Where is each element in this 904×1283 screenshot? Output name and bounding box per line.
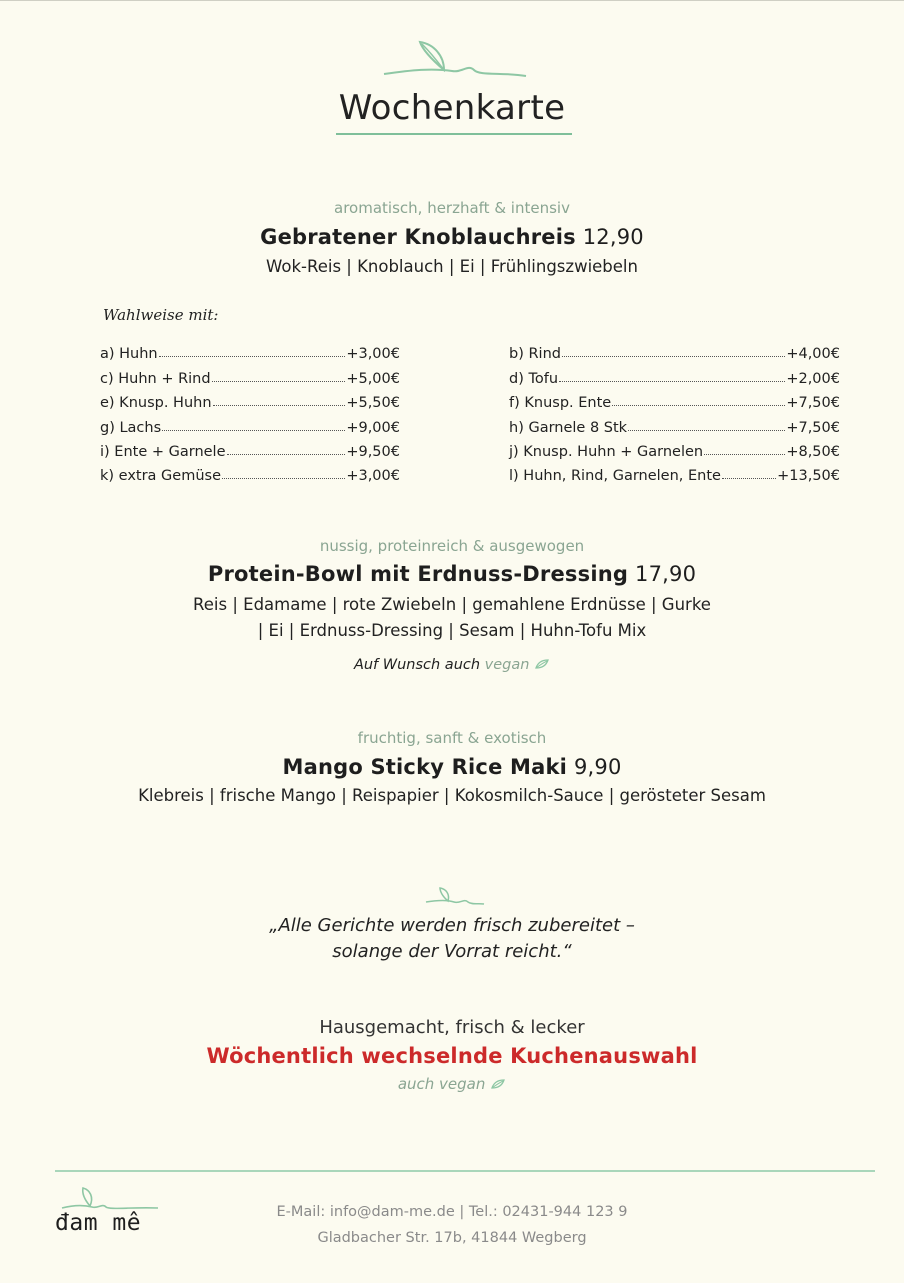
option-label: b) Rind xyxy=(509,346,561,363)
option-row xyxy=(509,411,840,435)
option-label: k) extra Gemüse xyxy=(100,468,221,485)
option-price: +3,00€ xyxy=(346,346,400,363)
leader-dots xyxy=(628,430,785,431)
quote xyxy=(0,913,904,965)
option-label: g) Lachs xyxy=(100,419,162,436)
option-label: i) Ente + Garnele xyxy=(100,443,226,460)
leader-dots xyxy=(162,430,345,431)
leader-dots xyxy=(722,478,776,479)
options-right-column xyxy=(509,338,840,484)
brand-logo: đam mê xyxy=(55,1210,142,1236)
dish3-title xyxy=(0,755,904,779)
dish2-tagline: nussig, proteinreich & ausgewogen xyxy=(319,537,585,555)
leader-dots xyxy=(213,405,346,406)
cake-vegan-text: auch vegan xyxy=(397,1075,486,1093)
option-price: +5,50€ xyxy=(346,395,400,412)
option-label: d) Tofu xyxy=(509,370,559,387)
option-price: +2,00€ xyxy=(786,370,840,387)
dish1-tagline: aromatisch, herzhaft & intensiv xyxy=(334,199,570,217)
option-row xyxy=(100,338,400,362)
option-row xyxy=(509,387,840,411)
cake-headline: Wöchentlich wechselnde Kuchenauswahl xyxy=(206,1044,698,1068)
dish1-name: Gebratener Knoblauchreis xyxy=(260,225,576,249)
option-price: +4,00€ xyxy=(786,346,840,363)
option-row xyxy=(100,436,400,460)
dish1-title xyxy=(0,225,904,249)
dish3-price: 9,90 xyxy=(573,755,622,779)
option-row xyxy=(100,387,400,411)
quote-line1: „Alle Gerichte werden frisch zubereitet – xyxy=(269,915,635,936)
divider-leaf-icon xyxy=(424,886,486,908)
contact-line2: Gladbacher Str. 17b, 41844 Wegberg xyxy=(317,1230,587,1246)
cake-intro: Hausgemacht, frisch & lecker xyxy=(319,1017,585,1038)
title-underline xyxy=(336,133,572,135)
option-price: +5,00€ xyxy=(346,370,400,387)
option-row xyxy=(509,362,840,386)
option-row xyxy=(509,460,840,484)
leader-dots xyxy=(222,478,345,479)
leader-dots xyxy=(612,405,785,406)
leader-dots xyxy=(562,356,785,357)
vegan-word: vegan xyxy=(484,657,530,673)
quote-line2: solange der Vorrat reicht.“ xyxy=(332,941,572,962)
footer-divider xyxy=(55,1170,875,1172)
leader-dots xyxy=(212,381,346,382)
dish1-price: 12,90 xyxy=(582,225,644,249)
option-row xyxy=(509,436,840,460)
dish2-price: 17,90 xyxy=(635,562,697,586)
option-label: e) Knusp. Huhn xyxy=(100,395,212,412)
option-label: l) Huhn, Rind, Garnelen, Ente xyxy=(509,468,721,485)
cake-vegan-note xyxy=(0,1075,904,1093)
option-label: f) Knusp. Ente xyxy=(509,395,612,412)
leaf-icon xyxy=(490,1078,506,1090)
dish2-ingredients-line2: | Ei | Erdnuss-Dressing | Sesam | Huhn-Tofu Mix xyxy=(257,621,647,640)
option-price: +3,00€ xyxy=(346,468,400,485)
option-label: a) Huhn xyxy=(100,346,158,363)
option-row xyxy=(100,460,400,484)
option-price: +7,50€ xyxy=(786,419,840,436)
options-left-column xyxy=(100,338,400,484)
dish2-vegan-note xyxy=(0,657,904,673)
dish2-name: Protein-Bowl mit Erdnuss-Dressing xyxy=(207,562,629,586)
option-price: +9,00€ xyxy=(346,419,400,436)
option-label: j) Knusp. Huhn + Garnelen xyxy=(509,443,704,460)
leaf-ornament-icon xyxy=(382,40,528,82)
dish1-ingredients: Wok-Reis | Knoblauch | Ei | Frühlingszwiebeln xyxy=(266,257,638,276)
dish2-title xyxy=(0,562,904,586)
leader-dots xyxy=(159,356,346,357)
leader-dots xyxy=(227,454,346,455)
option-label: c) Huhn + Rind xyxy=(100,370,211,387)
top-border xyxy=(0,0,904,1)
dish3-name: Mango Sticky Rice Maki xyxy=(282,755,568,779)
option-row xyxy=(100,411,400,435)
dish3-tagline: fruchtig, sanft & exotisch xyxy=(357,729,547,747)
leaf-icon xyxy=(534,658,550,670)
option-label: h) Garnele 8 Stk xyxy=(509,419,628,436)
leader-dots xyxy=(559,381,785,382)
option-price: +9,50€ xyxy=(346,443,400,460)
dish2-ingredients-line1: Reis | Edamame | rote Zwiebeln | gemahlene Erdnüsse | Gurke xyxy=(193,595,711,614)
options-heading: Wahlweise mit: xyxy=(103,306,219,324)
contact-line1: E-Mail: info@dam-me.de | Tel.: 02431-944 123 9 xyxy=(276,1204,628,1220)
option-row xyxy=(509,338,840,362)
leader-dots xyxy=(704,454,785,455)
option-price: +13,50€ xyxy=(777,468,840,485)
option-row xyxy=(100,362,400,386)
option-price: +7,50€ xyxy=(786,395,840,412)
dish3-ingredients: Klebreis | frische Mango | Reispapier | Kokosmilch-Sauce | gerösteter Sesam xyxy=(138,786,766,805)
page-title: Wochenkarte xyxy=(338,88,566,128)
vegan-prefix: Auf Wunsch auch xyxy=(353,657,481,673)
option-price: +8,50€ xyxy=(786,443,840,460)
